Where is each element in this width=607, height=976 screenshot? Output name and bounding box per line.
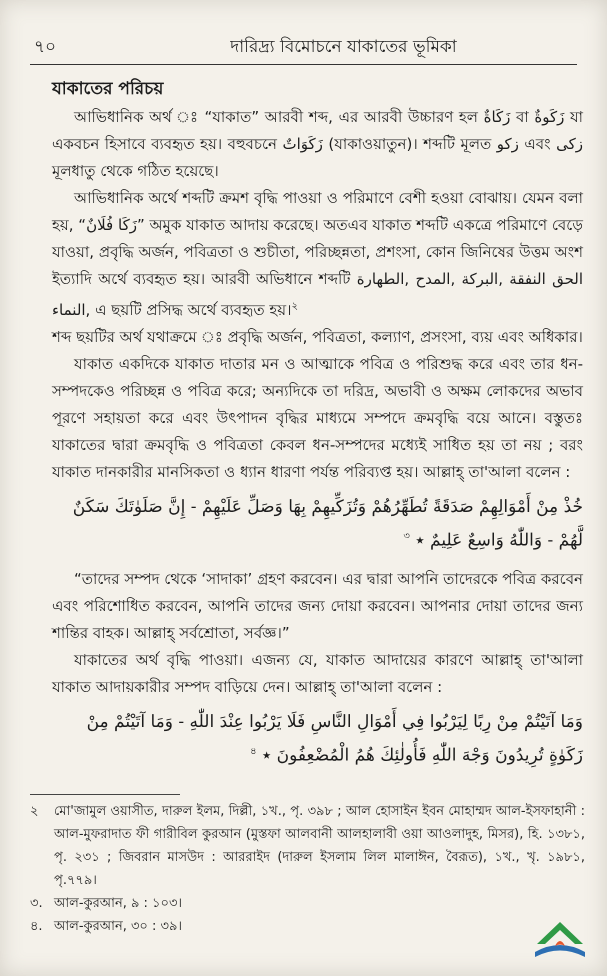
section-heading: যাকাতের পরিচয় (52, 79, 164, 99)
verse-line (52, 522, 583, 556)
footnote (30, 892, 585, 915)
footnote-number: ২ (30, 804, 39, 819)
footnote-text: আল-কুরআন, ৯ : ১০৩। (54, 896, 183, 911)
paragraph-word-meanings (52, 185, 583, 324)
footnote-ref: ৪ (250, 745, 257, 757)
footnotes (30, 800, 585, 938)
verse-line: وَمَا آتَيْتُمْ مِنْ رِبًا لِيَرْبُوا فِي أَمْوَالِ النَّاسِ فَلَا يَرْبُوا عِنْدَ اللّٰهِ - وَمَا آتَيْتُمْ مِنْ (86, 711, 583, 732)
footnote-rule (30, 794, 180, 795)
publisher-logo-icon (531, 916, 589, 964)
paragraph-verse-translation: “তাদের সম্পদ থেকে ‘সাদাকা’ গ্রহণ করবেন। এর দ্বারা আপনি তাদেরকে পবিত্র করবেন এবং পরিশোধিত করবেন, আপনি তাদের জন্য দোয়া করবেন। আপনার দোয়া তাদের জন্য শান্তির বাহক। আল্লাহ্ সর্বশ্রোতা, সর্বজ্ঞ।” (52, 569, 583, 642)
page-header (30, 30, 577, 62)
quran-verse-9-103 (52, 492, 583, 556)
paragraph-lexical-meaning: আভিধানিক অর্থ ঃ “যাকাত” আরবী শব্দ, এর আরবী উচ্চারণ হল زَكَاةٌ বা زَكَوةٌ যা একবচন হিসাবে ব্যবহৃত হয়। বহুবচনে زَكَوَاتٌ (যাকাওয়াতুন)। শব্দটি মূলত زكو এবং زكى মূলধাতু থেকে গঠিত হয়েছে। (52, 108, 584, 180)
paragraph-purification: যাকাত একদিকে যাকাত দাতার মন ও আত্মাকে পবিত্র ও পরিশুদ্ধ করে এবং তার ধন-সম্পদকেও পরিচ্ছন্ন ও পবিত্র করে; অন্যদিকে তা দরিদ্র, অভাবী ও অক্ষম লোকদের অভাব পূরণে সহায়তা করে এবং উৎপাদন বৃদ্ধির মাধ্যমে সম্পদে ক্রমবৃদ্ধি বয়ে আনে। বস্তুতঃ যাকাতের দ্বারা ক্রমবৃদ্ধি ও পবিত্রতা কেবল ধন-সম্পদের মধ্যেই সাধিত হয় তা নয় ; বরং যাকাত দানকারীর মানসিকতা ও ধ্যান ধারণা পর্যন্ত পরিব্যপ্ত হয়। আল্লাহ্ তা'আলা বলেন : (52, 355, 583, 481)
footnote-text: মো'জামুল ওয়াসীত, দারুল ইলম, দিল্লী, ১খ., পৃ. ৩৯৮ ; আল হোসাইন ইবন মোহাম্মদ আল-ইসফাহানী : আল-মুফরাদাত ফী গারীবিল কুরআন (মুস্তফা আলবানী আলহালাবী ওয়া আওলাদুহ, মিসর), হি. ১৩৮১, পৃ. ২৩১ ; জিবরান মাসউদ : আররাইদ (দারুল ইসলাম লিল মালাঈন, বৈরূত), ১খ., খৃ. ১৯৮১, পৃ.৭৭৯। (54, 804, 585, 888)
footnote-ref: ৩ (403, 531, 410, 542)
verse-line: خُذْ مِنْ أَمْوَالِهِمْ صَدَقَةً تُطَهِّرُهُمْ وَتُزَكِّيهِمْ بِهَا وَصَلِّ عَلَيْهِمْ - إِنَّ صَلَوٰتَكَ سَكَنٌ (72, 497, 583, 517)
verse-line-text: لَّهُمْ - وَاللّٰهُ وَاسِعٌ عَلِيمٌ ٭ (415, 530, 583, 551)
page-number: ৭০ (34, 37, 57, 57)
verse-line (52, 737, 583, 771)
header-rule (30, 64, 577, 65)
footnote-ref: ২ (291, 301, 298, 312)
paragraph-word-meanings-text: আভিধানিক অর্থে শব্দটি ক্রমশ বৃদ্ধি পাওয়া ও পরিমাণে বেশী হওয়া বোঝায়। যেমন বলা হয়, “زَكَا فُلَانٌ” অমুক যাকাত আদায় করেছে। অতএব যাকাত শব্দটি একত্রে পরিমাণে বেড়ে যাওয়া, প্রবৃদ্ধি অর্জন, পবিত্রতা ও শুচীতা, পরিচ্ছন্নতা, প্রশংসা, কোন জিনিষের উত্তম অংশ ইত্যাদি অর্থে ব্যবহৃত হয়। আরবী অভিধানে শব্দটি الحق النفقة ,البركة ,المدح ,الطهارة ,النماء এ ছয়টি প্রসিদ্ধ অর্থে ব্যবহৃত হয়। (52, 189, 584, 319)
footnote (30, 915, 585, 938)
footnote-number: ৩. (30, 896, 43, 911)
main-text (52, 76, 583, 780)
paragraph-six-meanings: শব্দ ছয়টির অর্থ যথাক্রমে ঃ প্রবৃদ্ধি অর্জন, পবিত্রতা, কল্যাণ, প্রসংসা, ব্যয় এবং অধিকার। (52, 328, 583, 346)
footnote-text: আল-কুরআন, ৩০ : ৩৯। (54, 919, 183, 934)
paragraph-growth: যাকাতের অর্থ বৃদ্ধি পাওয়া। এজন্য যে, যাকাত আদায়ের কারণে আল্লাহ্ তা'আলা যাকাত আদায়কারীর সম্পদ বাড়িয়ে দেন। আল্লাহ্ তা'আলা বলেন : (52, 650, 583, 696)
footnote (30, 800, 585, 892)
quran-verse-30-39 (52, 707, 583, 771)
footnote-number: ৪. (30, 919, 43, 934)
running-title: দারিদ্র্য বিমোচনে যাকাতের ভূমিকা (230, 37, 457, 57)
verse-line-text: زَكَوٰةٍ تُرِيدُونَ وَجْهَ اللّٰهِ فَأُولٰئِكَ هُمُ الْمُضْعِفُونَ ٭ (262, 745, 583, 766)
